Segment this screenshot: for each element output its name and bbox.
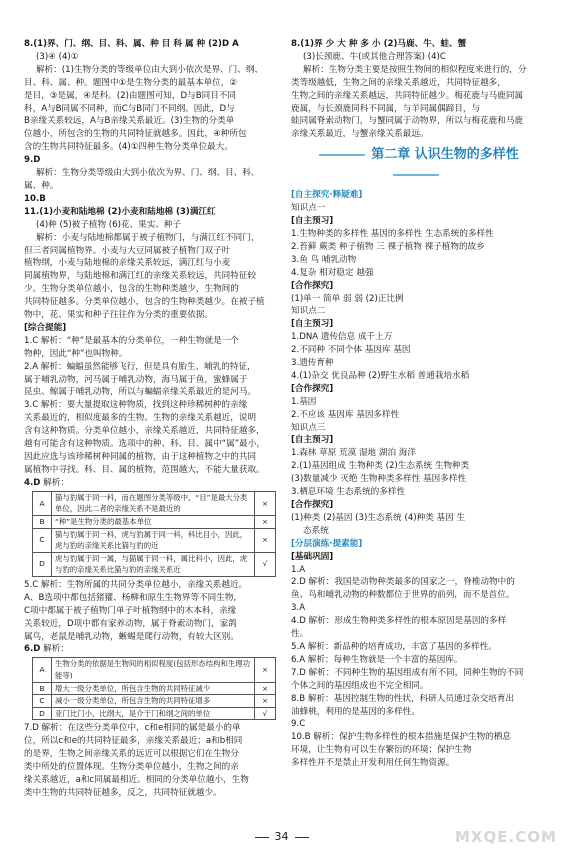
- analysis-line: 目、科、属、种。题图中①是生物分类的最基本单位，②: [24, 77, 238, 88]
- option-mark: ×: [255, 695, 276, 708]
- answer-label: 6.D: [24, 644, 41, 655]
- answer-line: 3.C 解析：要大量提取这种物质，找到这种珍稀树种的亲缘: [24, 400, 248, 411]
- analysis-line: 但三者同属植物界。小麦与大豆同属被子植物门双子叶: [24, 245, 231, 256]
- analysis-line: 含的生物共同特征最多。(4)①四种生物分类单位最大。: [24, 142, 233, 153]
- answer-line: 属于哺乳动物，河马属于哺乳动物，海马属于鱼，蜜蜂属于: [24, 374, 248, 385]
- analysis-line: 解析：生物分类等级由大到小依次为界、门、纲、目、科、: [36, 168, 260, 179]
- section-tag-fenceng: [分层演练·提素能]: [291, 538, 363, 549]
- table-row: [33, 695, 276, 708]
- answer-line: (1)单一 简单 弱 弱 (2)正比例: [291, 293, 404, 304]
- answer-line: 2.苔藓 蕨类 种子植物 三 裸子植物 裸子植物的故乡: [291, 241, 485, 252]
- answer-line: 6.A 解析：每种生物就是一个丰富的基因库。: [291, 654, 463, 665]
- answer-c4: [24, 477, 279, 490]
- table-row: [33, 528, 276, 552]
- answer-q11: [24, 206, 279, 322]
- option-letter: D: [33, 552, 52, 576]
- kp-title: 知识点一: [291, 203, 326, 214]
- analysis-line: 生物之间的亲缘关系越远，共同特征越少。梅花鹿与马鹿同属: [291, 90, 524, 101]
- analysis-line: 解析：小麦与陆地棉都属于被子植物门，与满江红不同门，: [36, 232, 260, 243]
- answer-line: 10.B 解析：保护生物多样性的根本措施是保护生物的栖息: [291, 732, 511, 743]
- subsection-heading: [自主预习]: [291, 216, 334, 227]
- answer-line: 11.(1)小麦和陆地棉 (2)小麦和陆地棉 (3)满江红: [24, 206, 216, 217]
- answer-line: 态系统: [303, 525, 329, 536]
- answer-line: 类中生物的共同特征越多，反之，共同特征就越少。: [24, 787, 222, 798]
- answer-line: 属植物中寻找。科、目、属的植物，范围越大，不能大量获取。: [24, 464, 265, 475]
- answer-line: 3.A: [291, 603, 306, 614]
- answer-line: 3.鱼 鸟 哺乳动物: [291, 254, 357, 265]
- answer-line: 鱼、鸟和哺乳动物的种数都位于世界的前列，而不是首位。: [291, 590, 515, 601]
- knowledge-point-3: [291, 422, 541, 538]
- answer-line: 昆虫、鲸属于哺乳动物，所以与蝙蝠亲缘关系最近的是河马。: [24, 387, 257, 398]
- table-row: [33, 515, 276, 528]
- option-letter: D: [33, 707, 52, 720]
- answer-line: 4.(1)杂交 优良品种 (2)野生水稻 普通栽培水稻: [291, 370, 470, 381]
- analysis-line: 植物纲，小麦与陆地棉的亲缘关系较远，满江红与小麦: [24, 258, 231, 269]
- analysis-line: 是目，③是属，④是科。(2)由题图可知，D与B同目不同: [24, 90, 236, 101]
- option-letter: B: [33, 682, 52, 695]
- option-text: 亚门比门小，比纲大，是介于门和纲之间的单位: [52, 707, 255, 720]
- answer-line: (3)④ (4)①: [36, 51, 79, 62]
- answer-line: 多样性并不是禁止开发利用任何生物资源。: [291, 758, 455, 769]
- option-text: “种”是生物分类的最基本单位: [52, 515, 255, 528]
- analysis-tag: 解析：: [43, 477, 69, 488]
- option-letter: B: [33, 515, 52, 528]
- answer-line: 5.C 解析：生物所属的共同分类单位越小，亲缘关系越近。: [24, 579, 248, 590]
- answer-line: (3)长颈鹿、牛(或其他合理答案) (4)C: [303, 51, 446, 62]
- answer-line: 关系最近的，相似度最多的生物。生物的亲缘关系越近，说明: [24, 413, 257, 424]
- table-row: [33, 491, 276, 515]
- analysis-line: 解析：生物分类主要是按照生物间的相似程度来进行的，分: [303, 64, 527, 75]
- option-letter: A: [33, 491, 52, 515]
- answer-line: 油蜂桃，利用的是基因的多样性。: [291, 706, 420, 717]
- answer-c5: [24, 579, 279, 644]
- option-text: 猫与豹属于同一科，而在题图分类等级中，“目”是最大分类单位，因此二者的亲缘关系不是最近的: [52, 491, 255, 515]
- knowledge-point-2: [291, 305, 541, 421]
- answer-c7: [24, 722, 279, 799]
- kp-title: 知识点三: [291, 422, 326, 433]
- answer-r8: [291, 38, 541, 141]
- watermark-logo: MXQE.COM: [455, 828, 557, 846]
- answer-label: 4.D: [24, 477, 41, 488]
- option-text: 猫与豹属于同一科，虎与豹属于同一科，科比目小，因此，虎与豹的亲缘关系比猫与豹的近: [52, 528, 255, 552]
- answer-line: 1.生物种类的多样性 基因的多样性 生态系统的多样性: [291, 228, 494, 239]
- answer-line: 2.不同种 不同个体 基因库 基因: [291, 345, 411, 356]
- answer-c2: [24, 361, 279, 400]
- answer-line: 2.D 解析：我国是动物种类最多的国家之一，脊椎动物中的: [291, 577, 515, 588]
- kp-title: 知识点二: [291, 306, 326, 317]
- chapter-rule-right: [393, 174, 439, 176]
- answer-line: 1.DNA 遗传信息 成千上万: [291, 332, 393, 343]
- subsection-heading: [自主预习]: [291, 319, 334, 330]
- answer-q10: 10.B: [24, 193, 46, 204]
- answer-line: 8.(1)界 少 大 种 多 小 (2)马鹿、牛、蛙、蟹: [291, 39, 467, 49]
- analysis-tag: 解析：: [43, 644, 69, 655]
- left-column: [24, 38, 279, 800]
- answer-line: 性。: [291, 629, 309, 640]
- analysis-line: 少。生物分类单位越小，包含的生物种类越少，生物间的: [24, 284, 239, 295]
- right-column: [291, 38, 541, 770]
- answer-line: 2.A 解析：蝙蝠虽然能够飞行，但是具有胎生、哺乳的特征，: [24, 361, 256, 372]
- answer-line: 5.A 解析：新品种的培育成功，丰富了基因的多样性。: [291, 641, 497, 652]
- answer-line: 1.C 解析：“种”是最基本的分类单位，一种生物就是一个: [24, 335, 239, 346]
- chapter-rule-left: [319, 154, 365, 156]
- answer-line: 4.D 解析：形成生物种类多样性的根本原因是基因的多样: [291, 616, 507, 627]
- option-text: 减小一级分类单位，所包含生物的共同特征增多: [52, 695, 255, 708]
- answer-q8: [24, 38, 279, 154]
- option-mark: √: [255, 552, 276, 576]
- analysis-line: 物中，花、果实和种子往往作为分类的重要依据。: [24, 310, 214, 321]
- analysis-line: 蛙同属脊索动物门，与蟹同属于动物界，所以与梅花鹿和马鹿: [291, 116, 524, 127]
- analysis-line: 解析：(1)生物分类的等级单位由大到小依次是界、门、纲、: [36, 64, 264, 75]
- answer-line: 含有这种物质。分类单位越小，亲缘关系越近，共同特征越多，: [24, 426, 265, 437]
- answers-block: [291, 564, 541, 771]
- answer-line: A、B选项中都包括猪獾、杨柳和原生生物界等不同生物，: [24, 592, 243, 603]
- table-row: [33, 682, 276, 695]
- answer-line: (4)种 (5)被子植物 (6)花、果实、种子: [36, 219, 182, 230]
- analysis-line: 位越小，所包含的生物的共同特征就越多。因此，④种所包: [24, 129, 247, 140]
- option-mark: ×: [255, 682, 276, 695]
- subsection-heading: [合作探究]: [291, 500, 334, 510]
- answer-line: 1.A: [291, 564, 306, 575]
- option-letter: C: [33, 528, 52, 552]
- answer-line: 1.基因: [291, 396, 317, 407]
- page-number-dash: [255, 837, 269, 838]
- analysis-line: 亲缘关系最近，与蟹亲缘关系最远。: [291, 129, 429, 140]
- answer-line: 类中所处的位置体现。生物分类单位越小，生物之间的亲: [24, 762, 239, 772]
- answer-line: 8.(1)界、门、纲、目、科、属、种 目 科 属 种 (2)D A: [24, 39, 239, 49]
- option-mark: ×: [255, 528, 276, 552]
- table-row: [33, 552, 276, 576]
- option-letter: A: [33, 658, 52, 682]
- chapter-title-text: 第二章 认识生物的多样性: [371, 147, 519, 163]
- answer-line: 7.D 解析：不同种生物的基因组成有所不同，同种生物的不同: [291, 667, 524, 678]
- table-row: [33, 707, 276, 720]
- analysis-line: 共同特征越多。分类单位越小，包含的生物种类越少。在被子植: [24, 297, 265, 308]
- answer-line: 8.B 解析：基因控制生物的性状，科研人员通过杂交培育出: [291, 693, 515, 704]
- answer-line: (3)数量减少 灭绝 生物种类多样性 基因多样性: [291, 474, 467, 485]
- answer-line: 缘关系越近，a和c同属最相近。相同的分类单位越小，生物: [24, 774, 249, 785]
- answer-c1: [24, 335, 279, 361]
- section-tag-zizhu: [自主探究·释疑难]: [291, 190, 363, 201]
- analysis-line: 属、种。: [24, 180, 59, 191]
- answer-line: 2.(1)基因组成 生物种类 (2)生态系统 生物种类: [291, 461, 470, 472]
- answer-line: 7.D 解析：在这些分类单位中，c和e相同的属是最小的单: [24, 723, 241, 734]
- answer-line: 环境，让生物有可以生存繁衍的环境；保护生物: [291, 745, 472, 756]
- answer-line: 9.C: [291, 719, 306, 730]
- subsection-heading: [合作探究]: [291, 280, 334, 291]
- options-table-1: [32, 491, 276, 577]
- answer-line: 个体之间的基因组成也不完全相同。: [291, 680, 429, 691]
- subsection-heading: [合作探究]: [291, 383, 334, 394]
- answer-line: 2.不应该 基因库 基因多样性: [291, 409, 400, 420]
- analysis-line: 科，A与B同属不同种，而C与B同门不同纲。因此，D与: [24, 103, 235, 114]
- answer-line: (1)种类 (2)基因 (3)生态系统 (4)种类 基因 生: [291, 512, 466, 523]
- option-mark: √: [255, 707, 276, 720]
- answer-q9: [24, 154, 279, 193]
- answer-line: 的是界，生物之间亲缘关系的远近可以根据它们在生物分: [24, 749, 239, 760]
- analysis-line: 类等级越低，生物之间的亲缘关系越近，共同特征越多，: [291, 77, 506, 88]
- answer-line: 1.森林 草原 荒漠 湿地 湖泊 海洋: [291, 448, 416, 459]
- answer-line: 因此应选与该珍稀树种同属的植物，由于这种植物之中的共同: [24, 452, 257, 462]
- answer-line: 9.D: [24, 155, 41, 166]
- chapter-title: [291, 145, 541, 185]
- subsection-heading: [自主预习]: [291, 435, 334, 446]
- option-text: 生物分类的依据是生物间的相似程度(包括形态结构和生理功能等): [52, 658, 255, 682]
- knowledge-point-1: [291, 202, 541, 305]
- answer-line: 4.复杂 相对稳定 越强: [291, 267, 374, 278]
- table-row: [33, 658, 276, 682]
- subsection-heading: [基础巩固]: [291, 551, 334, 562]
- analysis-line: 鹿属，与长颈鹿同科不同属，与羊同属偶蹄目，与: [291, 103, 481, 114]
- answer-line: 3.栖息环境 生态系统的多样性: [291, 487, 406, 498]
- analysis-line: 同属植物界，与陆地棉和满江红的亲缘关系较远，共同特征较: [24, 271, 257, 282]
- page-number-dash: [295, 837, 309, 838]
- option-text: 增大一级分类单位，所包含生物的共同特征减少: [52, 682, 255, 695]
- answer-line: 位，所以c和e的共同特征最多，亲缘关系最近；a和b相同: [24, 736, 243, 747]
- answer-line: 3.遗传育种: [291, 358, 334, 369]
- option-mark: ×: [255, 658, 276, 682]
- answer-line: C项中都属于被子植物门单子叶植物纲中的木本科，亲缘: [24, 605, 237, 616]
- answer-line: 属鸟，老鼠是哺乳动物，蜥蜴是爬行动物，有较大区别。: [24, 631, 239, 642]
- answer-c6: [24, 643, 279, 656]
- option-letter: C: [33, 695, 52, 708]
- answer-line: 物种，因此“种”也叫物种。: [24, 348, 128, 359]
- options-table-2: [32, 657, 276, 720]
- answer-c3: [24, 399, 279, 476]
- analysis-line: B亲缘关系较远，A与B亲缘关系最近。(3)生物的分类单: [24, 116, 235, 127]
- page-number-text: 34: [274, 830, 289, 843]
- answer-line: 越有可能含有这种物质。选项中的种、科、目、属中“属”最小，: [24, 439, 265, 450]
- answer-line: 关系较近，D项中都有家养动物，属于脊索动物门，家鸽: [24, 618, 237, 629]
- section-heading: [综合提能]: [24, 322, 67, 333]
- option-text: 虎与豹属于同一属，与猫属于同一科，属比科小，因此，虎与豹的亲缘关系比猫与豹的亲缘关系近: [52, 552, 255, 576]
- option-mark: ×: [255, 491, 276, 515]
- option-mark: ×: [255, 515, 276, 528]
